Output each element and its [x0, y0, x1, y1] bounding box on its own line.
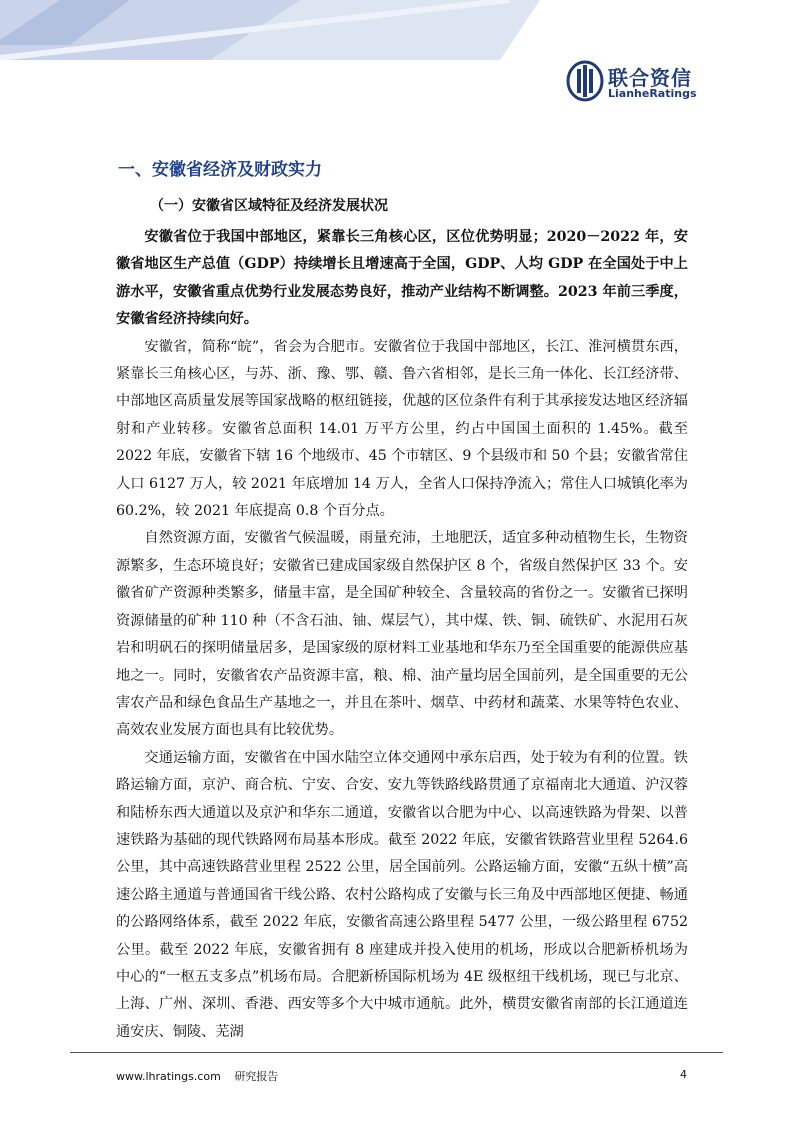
body-paragraph-transport: 交通运输方面，安徽省在中国水陆空立体交通网中承东启西，处于较为有利的位置。铁路运输方面，京沪、商合杭、宁安、合安、安九等铁路线路贯通了京福南北大通道、沪汉蓉和陆桥东西大通道以及京沪和华东二通道，安徽省以合肥为中心、以高速铁路为骨架、以普速铁路为基础的现代铁路网布局基本形成。截至 2022 年底，安徽省铁路营业里程 5264.6 公里，其中高速铁路营业里程 2522 公里，居全国前列。公路运输方面，安徽“五纵十横”高速公路主通道与普通国省干线公路、农村公路构成了安徽与长三角及中西部地区便捷、畅通的公路网络体系，截至 2022 年底，安徽省高速公路里程 5477 公里，一级公路里程 6752 公里。截至 2022 年底，安徽省拥有 8 座建成并投入使用的机场，形成以合肥新桥机场为中心的“一枢五支多点”机场布局。合肥新桥国际机场为 4E 级枢纽干线机场，现已与北京、上海、广州、深圳、香港、西安等多个大中城市通航。此外，横贯安徽省南部的长江通道连通安庆、铜陵、芜湖 — [116, 749, 688, 1040]
logo-mark-icon — [566, 60, 604, 102]
logo-chinese-name: 联合资信 — [608, 66, 692, 90]
footer-website: www.lhratings.com — [116, 1070, 221, 1083]
summary-paragraph: 安徽省位于我国中部地区，紧靠长三角核心区，区位优势明显；2020－2022 年，安徽省地区生产总值（GDP）持续增长且增速高于全国，GDP、人均 GDP 在全国处于中上游水平，安徽省重点优势行业发展态势良好，推动产业结构不断调整。2023 年前三季度，安徽省经济持续向好。 — [116, 229, 688, 328]
header-decoration — [0, 0, 793, 60]
footer-divider — [70, 1052, 723, 1053]
company-logo — [566, 58, 716, 106]
section-subtitle: （一）安徽省区域特征及经济发展状况 — [150, 198, 388, 214]
footer-report-type: 研究报告 — [234, 1070, 279, 1083]
body-paragraph-overview: 安徽省，简称“皖”，省会为合肥市。安徽省位于我国中部地区，长江、淮河横贯东西，紧靠长三角核心区，与苏、浙、豫、鄂、赣、鲁六省相邻，是长三角一体化、长江经济带、中部地区高质量发展等国家战略的枢纽链接，优越的区位条件有利于其承接发达地区经济辐射和产业转移。安徽省总面积 14.01 万平方公里，约占中国国土面积的 1.45%。截至 2022 年底，安徽省下辖 16 个地级市、45 个市辖区、9 个县级市和 50 个县；安徽省常住人口 6127 万人，较 2021 年底增加 14 万人，全省人口保持净流入；常住人口城镇化率为 60.2%，较 2021 年底提高 0.8 个百分点。 — [116, 338, 688, 520]
report-body — [116, 224, 688, 1046]
body-paragraph-resources: 自然资源方面，安徽省气候温暖，雨量充沛，土地肥沃，适宜多种动植物生长，生物资源繁多，生态环境良好；安徽省已建成国家级自然保护区 8 个，省级自然保护区 33 个。安徽省矿产资源种类繁多，储量丰富，是全国矿种较全、含量较高的省份之一。安徽省已探明资源储量的矿种 110 种（不含石油、铀、煤层气），其中煤、铁、铜、硫铁矿、水泥用石灰岩和明矾石的探明储量居多，是国家级的原材料工业基地和华东乃至全国重要的能源供应基地之一。同时，安徽省农产品资源丰富，粮、棉、油产量均居全国前列，是全国重要的无公害农产品和绿色食品生产基地之一，并且在茶叶、烟草、中药材和蔬菜、水果等特色农业、高效农业发展方面也具有比较优势。 — [116, 530, 688, 739]
logo-english-name: LianheRatings — [608, 87, 697, 100]
section-title: 一、安徽省经济及财政实力 — [118, 160, 322, 180]
footer-info — [116, 1068, 288, 1084]
page-number: 4 — [680, 1068, 687, 1081]
